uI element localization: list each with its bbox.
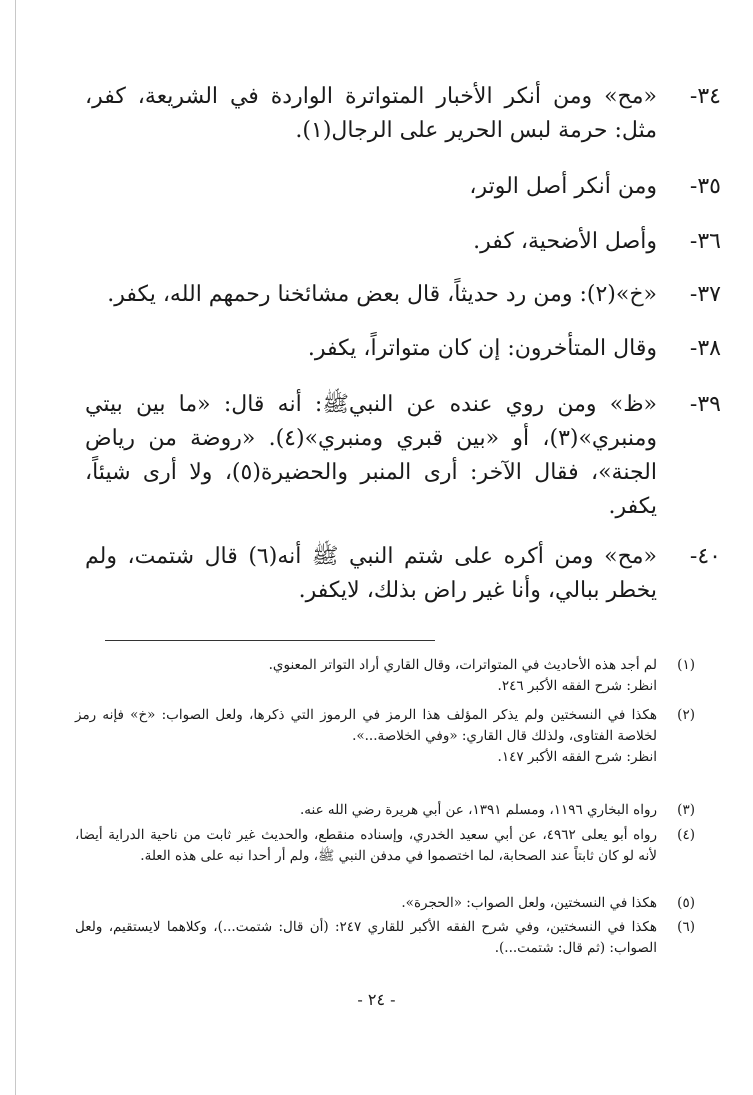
entry-text: «خ»(٢): ومن رد حديثاً، قال بعض مشائخنا رحمهم الله، يكفر. xyxy=(107,282,657,307)
entry-text: «مح» ومن أكره على شتم النبي ﷺ أنه(٦) قال شتمت، ولم يخطر ببالي، وأنا غير راض بذلك، لايكفر. xyxy=(85,544,658,603)
footnote-line: رواه البخاري ١١٩٦، ومسلم ١٣٩١، عن أبي هريرة رضي الله عنه. xyxy=(299,802,657,818)
entry-36 xyxy=(85,225,721,259)
footnote-separator xyxy=(105,640,435,641)
footnote-number: (٢) xyxy=(677,707,695,723)
entry-text: وقال المتأخرون: إن كان متواتراً، يكفر. xyxy=(307,336,657,361)
footnote-6 xyxy=(75,917,695,959)
entry-34 xyxy=(85,80,721,148)
footnote-line: انظر: شرح الفقه الأكبر ٢٤٦. xyxy=(497,678,657,694)
footnote-number: (٤) xyxy=(677,827,695,843)
footnote-line: هكذا في النسختين ولم يذكر المؤلف هذا الرمز في الرموز التي ذكرها، ولعل الصواب: «خ» فإنه رمز لخلاصة الفتاوى، ولذلك قال القاري: «وفي الخلاصة...». xyxy=(75,707,657,744)
entry-number: ٣٥- xyxy=(689,174,721,199)
footnote-3 xyxy=(75,800,695,821)
page-number: - ٢٤ - xyxy=(357,990,396,1009)
entry-text: وأصل الأضحية، كفر. xyxy=(473,229,657,254)
entry-text: «مح» ومن أنكر الأخبار المتواترة الواردة في الشريعة، كفر، مثل: حرمة لبس الحرير على الرجال(١). xyxy=(85,84,657,143)
footnote-number: (١) xyxy=(677,657,695,673)
footnote-4 xyxy=(75,825,695,867)
entry-40 xyxy=(85,540,721,608)
footnote-line: رواه أبو يعلى ٤٩٦٢، عن أبي سعيد الخدري، وإسناده منقطع، والحديث غير ثابت من ناحية الدراية أيضا، لأنه لو كان ثابتاً عند الصحابة، لما اختصموا في مدفن النبي ﷺ، ولم أر أحدا نبه على هذه العلة. xyxy=(75,827,658,864)
entry-39 xyxy=(85,388,721,524)
footnote-line: هكذا في النسختين، وفي شرح الفقه الأكبر للقاري ٢٤٧: (أن قال: شتمت...)، وكلاهما لايستقيم، ولعل الصواب: (ثم قال: شتمت...). xyxy=(75,919,657,956)
entry-38 xyxy=(85,332,721,366)
entry-35 xyxy=(85,170,721,204)
footnote-line: هكذا في النسختين، ولعل الصواب: «الحجرة». xyxy=(401,895,657,911)
entry-number: ٣٦- xyxy=(689,229,721,254)
footnote-number: (٣) xyxy=(677,802,695,818)
footnote-line: لم أجد هذه الأحاديث في المتواترات، وقال القاري أراد التواتر المعنوي. xyxy=(268,657,657,673)
entry-number: ٣٧- xyxy=(689,282,721,307)
entry-37 xyxy=(85,278,721,312)
footnote-5 xyxy=(75,893,695,914)
entry-number: ٤٠- xyxy=(689,544,721,569)
footnote-1 xyxy=(75,655,695,697)
footnote-2 xyxy=(75,705,695,768)
entry-number: ٣٩- xyxy=(689,392,721,417)
footnote-number: (٦) xyxy=(677,919,695,935)
entry-text: ومن أنكر أصل الوتر، xyxy=(469,174,657,199)
entry-text: «ظ» ومن روي عنده عن النبيﷺ: أنه قال: «ما بين بيتي ومنبري»(٣)، أو «بين قبري ومنبري»(٤). «روضة من رياض الجنة»، فقال الآخر: أرى المنبر والحضيرة(٥)، ولا أرى شيئاً، يكفر. xyxy=(85,392,657,519)
entry-number: ٣٤- xyxy=(689,84,721,109)
entry-number: ٣٨- xyxy=(689,336,721,361)
footnote-number: (٥) xyxy=(677,895,695,911)
scan-edge-line xyxy=(15,0,16,1095)
footnote-line: انظر: شرح الفقه الأكبر ١٤٧. xyxy=(497,749,657,765)
